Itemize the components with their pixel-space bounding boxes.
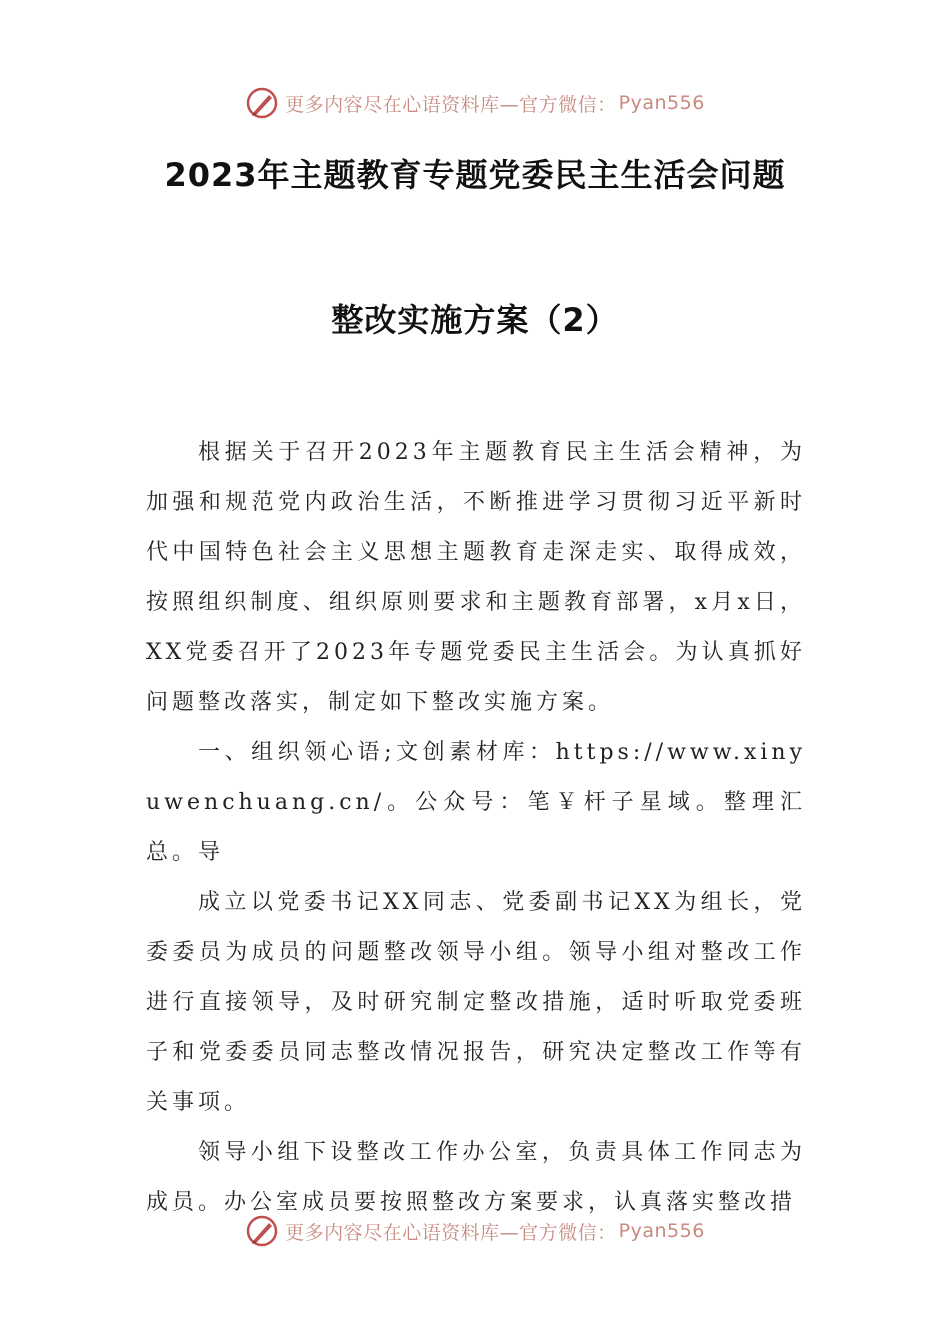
watermark-contact: Pyan556 [618,1220,705,1242]
paragraph-office: 领导小组下设整改工作办公室，负责具体工作同志为成员。办公室成员要按照整改方案要求，认真落实整改措 [146,1140,806,1215]
document-title-line-2: 整改实施方案（2） [331,301,619,339]
watermark-text: 更多内容尽在心语资料库—官方微信： [285,93,617,116]
document-title-line-1: 2023年主题教育专题党委民主生活会问题 [164,156,786,194]
paragraph-intro: 根据关于召开2023年主题教育民主生活会精神，为加强和规范党内政治生活，不断推进学习贯彻习近平新时代中国特色社会主义思想主题教育走深走实、取得成效，按照组织制度、组织原则要求和主题教育部署，x月x日，XX党委召开了2023年专题党委民主生活会。为认真抓好问题整改落实，制定如下整改实施方案。 [146,440,806,715]
paragraph-leadership-group: 成立以党委书记XX同志、党委副书记XX为组长，党委委员为成员的问题整改领导小组。领导小组对整改工作进行直接领导，及时研究制定整改措施，适时听取党委班子和党委委员同志整改情况报告，研究决定整改工作等有关事项。 [146,890,806,1115]
paragraph-section-heading: 一、组织领心语;文创素材库：https://www.xinyuwenchuang.cn/。公众号：笔￥杆子星域。整理汇总。导 [146,740,806,865]
header-watermark [0,83,950,123]
footer-watermark [0,1211,950,1251]
watermark-contact: Pyan556 [618,92,705,114]
pen-circle-logo-icon [245,86,279,120]
watermark-text: 更多内容尽在心语资料库—官方微信： [285,1221,617,1244]
pen-circle-logo-icon [245,1214,279,1248]
document-body [146,428,806,1228]
